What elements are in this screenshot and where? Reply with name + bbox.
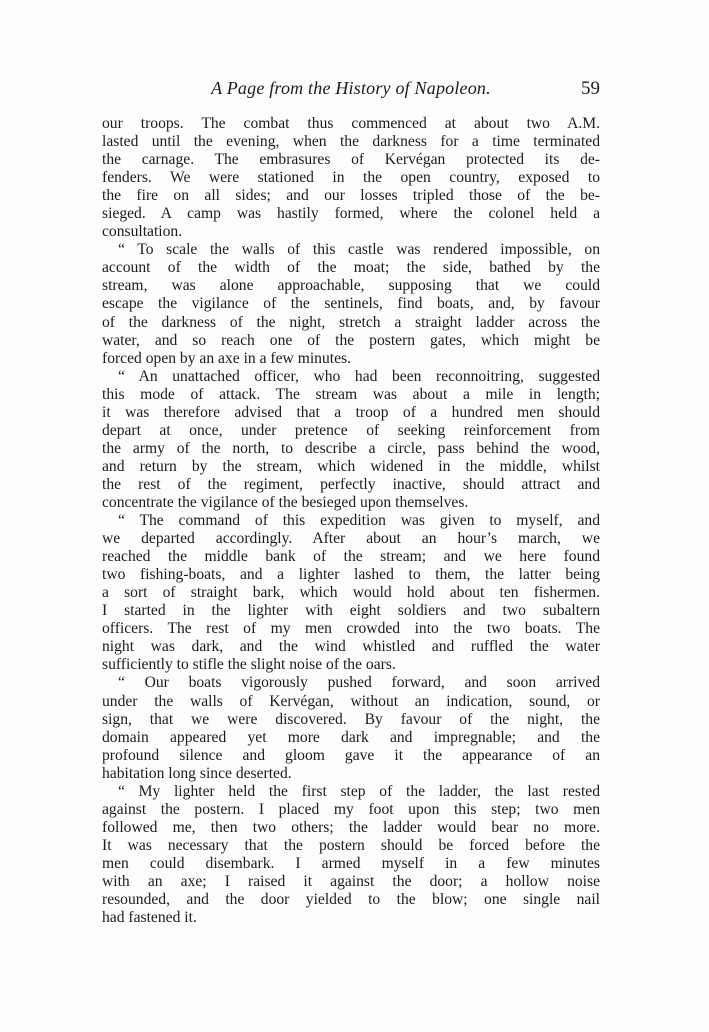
- text-line: had fastened it.: [102, 909, 197, 927]
- running-head: [102, 78, 600, 102]
- text-line: concentrate the vigilance of the besieged upon themselves.: [102, 493, 469, 511]
- text-line: fenders. We were stationed in the open country, exposed to: [102, 169, 600, 187]
- text-line: this mode of attack. The stream was about a mile in length;: [102, 385, 600, 403]
- text-line: depart at once, under pretence of seeking reinforcement from: [102, 421, 600, 439]
- text-line: our troops. The combat thus commenced at about two A.M.: [102, 115, 600, 132]
- text-line: the rest of the regiment, perfectly inactive, should attract and: [102, 475, 600, 493]
- paragraph-start-line: “ Our boats vigorously pushed forward, and soon arrived: [118, 674, 600, 692]
- text-line: reached the middle bank of the stream; and we here found: [102, 548, 600, 566]
- text-line: stream, was alone approachable, supposing that we could: [102, 277, 600, 295]
- text-line: the carnage. The embrasures of Kervégan protected its de-: [102, 151, 600, 169]
- text-line: habitation long since deserted.: [102, 764, 292, 782]
- text-line: forced open by an axe in a few minutes.: [102, 349, 351, 367]
- running-title: A Page from the History of Napoleon.: [211, 78, 491, 98]
- text-line: it was therefore advised that a troop of a hundred men should: [102, 403, 600, 421]
- paragraph-start-line: “ To scale the walls of this castle was rendered impossible, on: [118, 241, 600, 259]
- text-line: account of the width of the moat; the side, bathed by the: [102, 259, 600, 277]
- text-line: and return by the stream, which widened in the middle, whilst: [102, 457, 600, 475]
- text-line: with an axe; I raised it against the door; a hollow noise: [102, 872, 600, 890]
- text-line: sufficiently to stifle the slight noise of the oars.: [102, 656, 396, 674]
- text-line: consultation.: [102, 223, 183, 241]
- paragraph-start-line: “ The command of this expedition was given to myself, and: [118, 512, 600, 530]
- paragraph-start-line: “ An unattached officer, who had been reconnoitring, suggested: [118, 367, 600, 385]
- paragraph-start-line: “ My lighter held the first step of the ladder, the last rested: [118, 782, 600, 800]
- text-line: domain appeared yet more dark and impregnable; and the: [102, 728, 600, 746]
- text-line: profound silence and gloom gave it the appearance of an: [102, 746, 600, 764]
- text-line: night was dark, and the wind whistled and ruffled the water: [102, 638, 600, 656]
- text-line: of the darkness of the night, stretch a straight ladder across the: [102, 313, 600, 331]
- text-line: followed me, then two others; the ladder would bear no more.: [102, 818, 600, 836]
- text-line: escape the vigilance of the sentinels, find boats, and, by favour: [102, 295, 600, 313]
- text-line: the army of the north, to describe a circle, pass behind the wood,: [102, 439, 600, 457]
- text-line: lasted until the evening, when the darkness for a time terminated: [102, 133, 600, 151]
- text-line: water, and so reach one of the postern gates, which might be: [102, 331, 600, 349]
- body-text: [102, 115, 600, 927]
- text-line: men could disembark. I armed myself in a few minutes: [102, 854, 600, 872]
- text-line: I started in the lighter with eight soldiers and two subaltern: [102, 602, 600, 620]
- page-number: 59: [581, 78, 600, 99]
- text-line: against the postern. I placed my foot upon this step; two men: [102, 800, 600, 818]
- text-line: It was necessary that the postern should be forced before the: [102, 836, 600, 854]
- text-line: officers. The rest of my men crowded into the two boats. The: [102, 620, 600, 638]
- text-line: under the walls of Kervégan, without an indication, sound, or: [102, 692, 600, 710]
- text-line: the fire on all sides; and our losses tripled those of the be-: [102, 187, 600, 205]
- text-line: a sort of straight bark, which would hold about ten fishermen.: [102, 584, 600, 602]
- text-line: sign, that we were discovered. By favour of the night, the: [102, 710, 600, 728]
- text-line: resounded, and the door yielded to the blow; one single nail: [102, 891, 600, 909]
- text-line: two fishing-boats, and a lighter lashed to them, the latter being: [102, 566, 600, 584]
- text-line: we departed accordingly. After about an hour’s march, we: [102, 530, 600, 548]
- text-line: sieged. A camp was hastily formed, where the colonel held a: [102, 205, 600, 223]
